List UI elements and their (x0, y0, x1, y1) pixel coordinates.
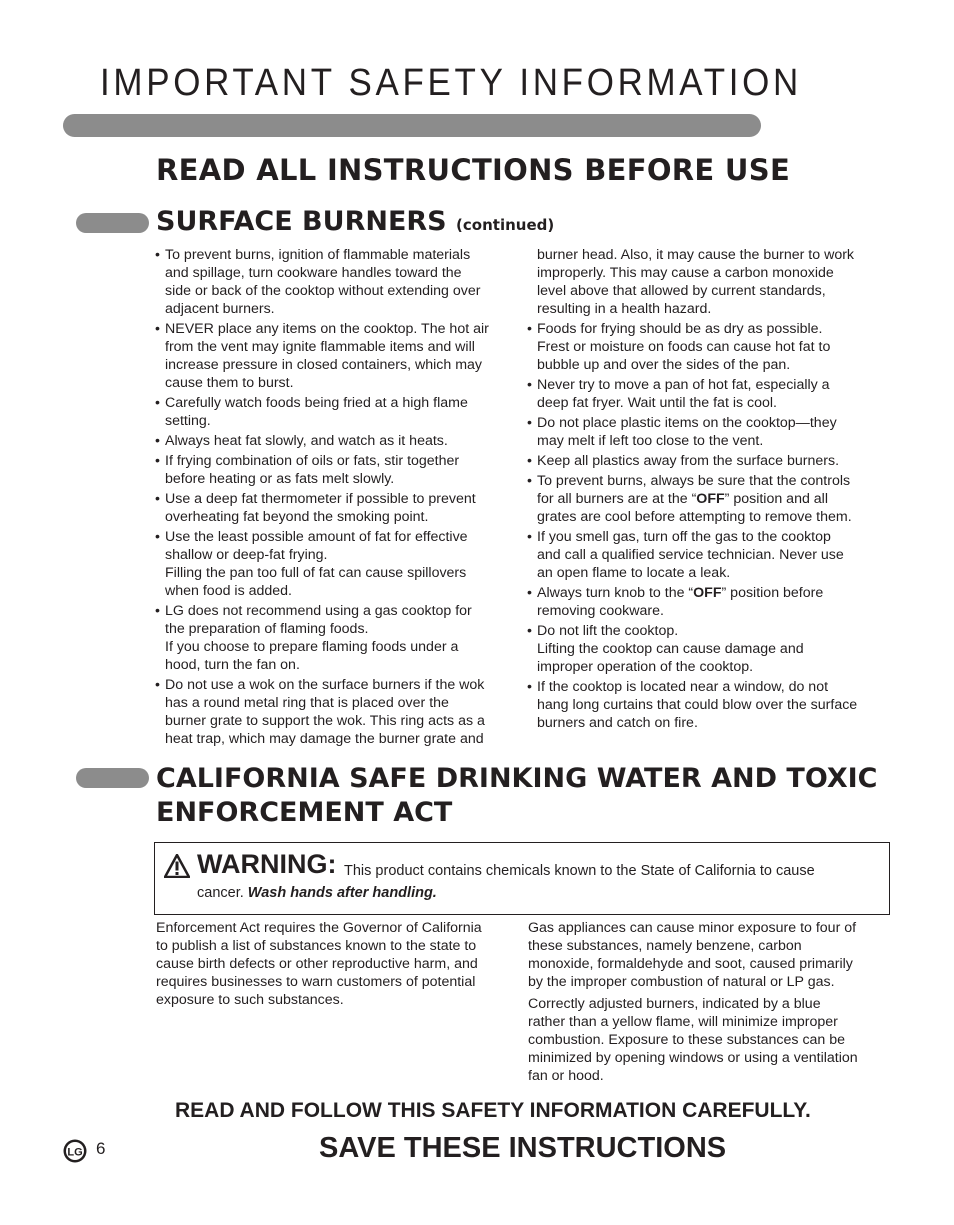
surface-left-line: has a round metal ring that is placed over the (165, 695, 449, 711)
surface-right-line: deep fat fryer. Wait until the fat is cool. (537, 395, 777, 411)
lg-logo-text: LG (67, 1146, 83, 1159)
surface-left-line: • Do not use a wok on the surface burners if the wok (165, 677, 485, 693)
california-right-2-line: rather than a yellow flame, will minimize improper (528, 1014, 838, 1030)
surface-right-item (527, 376, 887, 412)
page-number: 6 (96, 1139, 106, 1158)
surface-left-line: from the vent may ignite flammable items and will (165, 339, 475, 355)
surface-right-line: • To prevent burns, always be sure that the controls (537, 473, 851, 489)
california-right-1-line: Gas appliances can cause minor exposure to four of (528, 920, 857, 936)
california-title-line1: CALIFORNIA SAFE DRINKING WATER AND TOXIC (156, 763, 878, 794)
surface-right-line: Frest or moisture on foods can cause hot fat to (537, 339, 831, 355)
surface-left-line: Filling the pan too full of fat can cause spillovers (165, 565, 467, 581)
title-bar (63, 114, 761, 137)
surface-left-line: hood, turn the fan on. (165, 657, 300, 673)
surface-left-line: shallow or deep-fat frying. (165, 547, 328, 563)
surface-left-item (155, 490, 520, 526)
surface-right-line: • Foods for frying should be as dry as possible. (537, 321, 823, 337)
california-right-paragraph-2 (528, 995, 888, 1085)
surface-left-line: overheating fat beyond the smoking point. (165, 509, 429, 525)
surface-right-item (527, 678, 887, 732)
footer-save-instructions: SAVE THESE INSTRUCTIONS (319, 1132, 727, 1164)
surface-right-list (527, 320, 887, 732)
surface-left-line: adjacent burners. (165, 301, 275, 317)
surface-right-line: an open flame to locate a leak. (537, 565, 731, 581)
surface-left-line: • If frying combination of oils or fats, stir together (165, 453, 460, 469)
lg-logo-icon (63, 1139, 87, 1163)
surface-right-continued-line: burner head. Also, it may cause the burner to work (537, 247, 855, 263)
surface-right-continued (527, 246, 887, 318)
surface-right-line: • Do not lift the cooktop. (537, 623, 679, 639)
surface-left-list (155, 246, 520, 748)
surface-right-line: • If you smell gas, turn off the gas to the cooktop (537, 529, 831, 545)
surface-burners-title: SURFACE BURNERS (156, 206, 447, 237)
surface-right-item (527, 452, 887, 470)
warning-text-bold: Wash hands after handling. (247, 885, 437, 901)
surface-left-item (155, 528, 520, 600)
surface-left-line: • Use the least possible amount of fat for effective (165, 529, 468, 545)
surface-burners-subtitle: (continued) (456, 216, 555, 234)
california-left-paragraph (156, 919, 516, 1009)
surface-right-line: bubble up and over the sides of the pan. (537, 357, 791, 373)
surface-right-column (527, 246, 887, 734)
surface-left-line: burner grate to support the wok. This ring acts as a (165, 713, 485, 729)
surface-left-item (155, 320, 520, 392)
section-marker-california (76, 768, 149, 788)
california-right-2-line: minimized by opening windows or using a ventilation (528, 1050, 858, 1066)
california-title-line2: ENFORCEMENT ACT (156, 797, 453, 828)
california-heading (156, 762, 878, 830)
surface-right-line: • Always turn knob to the “OFF” position before (537, 585, 824, 601)
surface-right-item (527, 472, 887, 526)
warning-triangle-icon (164, 854, 190, 878)
surface-left-line: side or back of the cooktop without extending over (165, 283, 481, 299)
surface-right-line: for all burners are at the “OFF” position and all (537, 491, 828, 507)
california-right-2-line: combustion. Exposure to these substances can be (528, 1032, 846, 1048)
california-right-2-line: Correctly adjusted burners, indicated by a blue (528, 996, 821, 1012)
surface-left-item (155, 394, 520, 430)
surface-left-line: • NEVER place any items on the cooktop. The hot air (165, 321, 489, 337)
surface-left-line: • Carefully watch foods being fried at a high flame (165, 395, 468, 411)
surface-right-line: • Keep all plastics away from the surface burners. (537, 453, 840, 469)
surface-right-line: • If the cooktop is located near a window, do not (537, 679, 829, 695)
california-left-line: exposure to such substances. (156, 992, 344, 1008)
surface-left-line: • Use a deep fat thermometer if possible to prevent (165, 491, 476, 507)
section-marker-surface (76, 213, 149, 233)
warning-label: WARNING: (197, 849, 337, 879)
warning-text-line1: This product contains chemicals known to the State of California to cause (344, 863, 815, 879)
surface-left-item (155, 602, 520, 674)
california-right-paragraph-1 (528, 919, 888, 991)
california-right-1-line: monoxide, formaldehyde and soot, caused primarily (528, 956, 853, 972)
surface-left-line: If you choose to prepare flaming foods under a (165, 639, 459, 655)
surface-left-item (155, 676, 520, 748)
california-left-line: to publish a list of substances known to the state to (156, 938, 477, 954)
surface-right-line: grates are cool before attempting to remove them. (537, 509, 852, 525)
surface-right-line: removing cookware. (537, 603, 664, 619)
surface-left-line: cause them to burst. (165, 375, 294, 391)
surface-right-line: • Do not place plastic items on the cooktop—they (537, 415, 837, 431)
surface-right-line: • Never try to move a pan of hot fat, especially a (537, 377, 830, 393)
surface-left-item (155, 432, 520, 450)
surface-right-item (527, 320, 887, 374)
surface-left-line: and spillage, turn cookware handles toward the (165, 265, 462, 281)
surface-right-line: Lifting the cooktop can cause damage and (537, 641, 804, 657)
surface-right-item (527, 414, 887, 450)
california-right-paragraphs (528, 919, 888, 1089)
california-left-line: requires businesses to warn customers of potential (156, 974, 476, 990)
surface-right-item (527, 622, 887, 676)
footer-read-follow: READ AND FOLLOW THIS SAFETY INFORMATION CAREFULLY. (175, 1099, 811, 1122)
surface-left-line: increase pressure in closed containers, which may (165, 357, 483, 373)
surface-left-column (155, 246, 520, 750)
surface-left-item (155, 452, 520, 488)
california-right-2-line: fan or hood. (528, 1068, 604, 1084)
california-right-1-line: by the improper combustion of natural or LP gas. (528, 974, 835, 990)
surface-left-line: setting. (165, 413, 211, 429)
surface-left-line: before heating or as fats melt slowly. (165, 471, 395, 487)
surface-burners-heading (156, 206, 554, 237)
warning-box (154, 842, 890, 915)
warning-text-line2 (197, 885, 437, 901)
page-title: IMPORTANT SAFETY INFORMATION (100, 62, 802, 104)
california-left-line: cause birth defects or other reproductive harm, and (156, 956, 478, 972)
surface-left-line: • LG does not recommend using a gas cooktop for (165, 603, 472, 619)
surface-right-line: improper operation of the cooktop. (537, 659, 754, 675)
california-right-1-line: these substances, namely benzene, carbon (528, 938, 802, 954)
warning-text-plain: cancer. (197, 885, 248, 901)
surface-left-line: • To prevent burns, ignition of flammable materials (165, 247, 471, 263)
surface-left-item (155, 246, 520, 318)
surface-right-line: hang long curtains that could blow over the surface (537, 697, 858, 713)
surface-right-continued-line: level above that allowed by current standards, (537, 283, 826, 299)
read-all-heading: READ ALL INSTRUCTIONS BEFORE USE (156, 153, 791, 187)
california-left-line: Enforcement Act requires the Governor of California (156, 920, 482, 936)
surface-left-line: heat trap, which may damage the burner grate and (165, 731, 484, 747)
surface-left-line: • Always heat fat slowly, and watch as it heats. (165, 433, 448, 449)
surface-right-continued-line: resulting in a health hazard. (537, 301, 712, 317)
surface-left-line: the preparation of flaming foods. (165, 621, 369, 637)
surface-right-item (527, 584, 887, 620)
surface-right-continued-line: improperly. This may cause a carbon monoxide (537, 265, 834, 281)
surface-right-line: and call a qualified service technician. Never use (537, 547, 844, 563)
surface-right-item (527, 528, 887, 582)
surface-right-line: burners and catch on fire. (537, 715, 698, 731)
surface-left-line: when food is added. (165, 583, 292, 599)
surface-right-line: may melt if left too close to the vent. (537, 433, 764, 449)
